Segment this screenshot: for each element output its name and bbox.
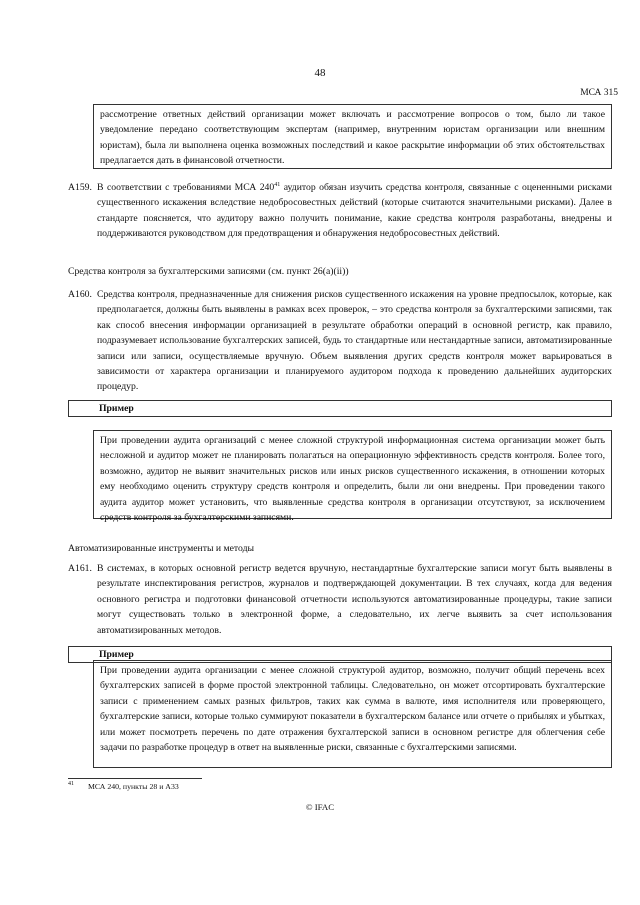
footnote-separator xyxy=(68,778,202,779)
paragraph-text: Средства контроля, предназначенные для снижения рисков существенного искажения на уровне предпосылок, которые, как предполагается, должны быть выявлены в рамках всех проверок, – это средства контроля за бухгалтерскими записями, так как способ внесения информации организацией в результате обработки операций в основной регистр, как правило, подразумевает использование бухгалтерских записей, будь то стандартные или нестандартные записи, автоматизированные записи или записи, осуществляемые вручную. Объем выявления других средств контроля может варьироваться в зависимости от характера организации и планируемого аудитором подхода к проведению дальнейших аудиторских процедур. xyxy=(97,289,612,393)
copyright-footer: © IFAC xyxy=(305,802,335,812)
example-header: Пример xyxy=(68,400,612,417)
paragraph-text-part: аудитор обязан изучить средства контроля, связанные с оцененными рисками существенного искажения вследствие недобросовестных действий (которые считаются значительными рисками). Далее в стандарте поясняется, что аудитору важно получить понимание, какие средства контроля разработаны, внедрены и поддерживаются руководством для предотвращения и обнаружения недобросовестных действий. xyxy=(97,182,612,240)
footnote-mark: 41 xyxy=(68,781,74,787)
standard-code: МСА 315 xyxy=(580,88,618,98)
example-text: При проведении аудита организаций с менее сложной структурой информационная система организации может быть несложной и аудитор может не планировать полагаться на операционную эффективность средств контроля. Более того, возможно, аудитор не выявит значительных рисков или иных рисков существенного искажения, в отношении которых ему необходимо оценить структуру средств контроля и определить, были ли они внедрены. При проведении такого аудита аудитор может установить, что выявленные средства контроля в организации отсутствуют, за исключением средств контроля за бухгалтерскими записями. xyxy=(100,435,605,524)
footnote-text: МСА 240, пункты 28 и A33 xyxy=(88,782,179,791)
paragraph-text: В системах, в которых основной регистр ведется вручную, нестандартные бухгалтерские записи могут быть выявлены в результате инспектирования регистров, журналов и подтверждающей документации. В тех случаях, когда для ведения основного регистра и подготовки финансовой отчетности используются автоматизированные процедуры, такие записи могут существовать только в электронной форме, а следовательно, их легче выявить за счет использования автоматизированных методов. xyxy=(97,563,612,636)
section-heading: Автоматизированные инструменты и методы xyxy=(68,543,255,554)
paragraph-text xyxy=(97,180,612,242)
paragraph-text-part: В соответствии с требованиями МСА 240 xyxy=(97,182,275,193)
paragraph-number: A160. xyxy=(68,289,92,300)
continuation-text: рассмотрение ответных действий организации может включать и рассмотрение вопросов о том, было ли такое уведомление передано соответствующим экспертам (например, внутренним юристам организации или внешним юристам), была ли выполнена оценка возможных последствий и какое раскрытие информации об этих обстоятельствах предлагается дать в финансовой отчетности. xyxy=(100,109,605,167)
section-heading: Средства контроля за бухгалтерскими записями (см. пункт 26(a)(ii)) xyxy=(68,266,349,277)
paragraph-a160 xyxy=(68,287,612,395)
paragraph-number: A161. xyxy=(68,563,92,574)
paragraph-a161 xyxy=(68,561,612,638)
paragraph-a159 xyxy=(68,180,612,242)
example-text: При проведении аудита организации с менее сложной структурой аудитор, возможно, получит общий перечень всех бухгалтерских записей в форме простой электронной таблицы. Следовательно, он может отсортировать бухгалтерские записи с применением самых разных фильтров, таких как сумма в валюте, имя исполнителя или проверяющего, бухгалтерские записи, которые только суммируют показатели в бухгалтерском балансе или отчете о прибылях и убытках, или может посмотреть перечень по дате отражения бухгалтерской записи в основном регистре для облегчения себе задачи по разработке процедур в ответ на выявленные риски, связанные с бухгалтерскими записями. xyxy=(100,665,605,754)
example-box xyxy=(93,660,612,768)
paragraph-number: A159. xyxy=(68,182,92,193)
example-header: Пример xyxy=(68,646,612,663)
footnote-reference[interactable]: 41 xyxy=(274,181,281,188)
continuation-box xyxy=(93,104,612,169)
example-box xyxy=(93,430,612,524)
page-number: 48 xyxy=(314,67,326,79)
